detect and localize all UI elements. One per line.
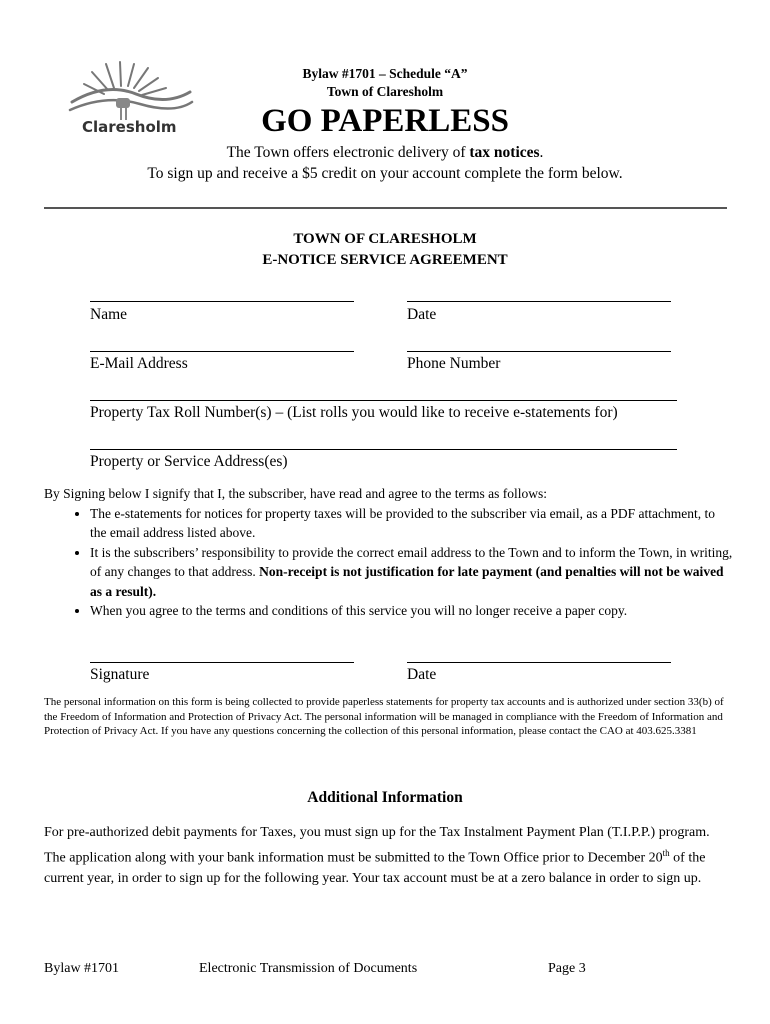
terms-section <box>44 484 734 621</box>
town-line: Town of Claresholm <box>326 84 444 99</box>
signature-date-field-line[interactable] <box>407 662 671 663</box>
terms-item-2: • It is the subscribers’ responsibility to provide the correct email address to the Town and to inform the Town, in writing, of any changes to that address. Non-receipt is not justification for late payment (and penalties will not be waived as a result). <box>90 543 734 602</box>
additional-info-paragraph: For pre-authorized debit payments for Taxes, you must sign up for the Tax Instalment Payment Plan (T.I.P.P.) program. The application along with your bank information must be submitted to the Town Office prior to December 20th of the current year, in order to sign up for the following year. Your tax account must be at a zero balance in order to sign up. <box>44 825 710 886</box>
terms-item-1: • The e-statements for notices for property taxes will be provided to the subscriber via email, as a PDF attachment, to the email address listed above. <box>90 504 734 543</box>
privacy-notice: The personal information on this form is being collected to provide paperless statements for property tax accounts and is authorized under section 33(b) of the Freedom of Information and Protection of Privacy Act. The personal information will be managed in compliance with the Freedom of Information and Protection of Privacy Act. If you have any questions concerning the collection of this personal information, please contact the CAO at 403.625.3381 <box>44 696 724 738</box>
signature-date-label: Date <box>407 666 437 683</box>
date-label: Date <box>407 306 437 323</box>
logo-text: Claresholm <box>82 118 177 136</box>
footer-page-number: Page 3 <box>548 961 586 976</box>
name-field-line[interactable] <box>90 301 354 302</box>
email-label: E-Mail Address <box>90 355 188 372</box>
phone-label: Phone Number <box>407 355 501 372</box>
terms-list <box>44 504 734 621</box>
email-field-line[interactable] <box>90 351 354 352</box>
phone-field-line[interactable] <box>407 351 671 352</box>
intro-line-2: To sign up and receive a $5 credit on your account complete the form below. <box>147 165 623 182</box>
signature-label: Signature <box>90 666 150 683</box>
roll-number-label: Property Tax Roll Number(s) – (List rolls you would like to receive e-statements for) <box>90 404 618 421</box>
signature-field-line[interactable] <box>90 662 354 663</box>
roll-number-field-line[interactable] <box>90 400 677 401</box>
horizontal-divider <box>44 207 727 209</box>
terms-intro: By Signing below I signify that I, the subscriber, have read and agree to the terms as follows: <box>44 486 547 501</box>
footer-document-title: Electronic Transmission of Documents <box>199 961 418 976</box>
intro-line-1: The Town offers electronic delivery of tax notices. <box>226 144 544 161</box>
footer-bylaw: Bylaw #1701 <box>44 961 120 976</box>
page-title: GO PAPERLESS <box>261 103 509 139</box>
bylaw-schedule-line: Bylaw #1701 – Schedule “A” <box>302 66 468 81</box>
name-label: Name <box>90 306 128 323</box>
address-field-line[interactable] <box>90 449 677 450</box>
date-field-line[interactable] <box>407 301 671 302</box>
additional-info-heading: Additional Information <box>307 789 463 806</box>
agreement-heading-town: TOWN OF CLARESHOLM <box>293 231 477 247</box>
terms-item-3: • When you agree to the terms and conditions of this service you will no longer receive a paper copy. <box>90 601 734 621</box>
agreement-heading-title: E-NOTICE SERVICE AGREEMENT <box>262 252 508 268</box>
address-label: Property or Service Address(es) <box>90 453 288 470</box>
